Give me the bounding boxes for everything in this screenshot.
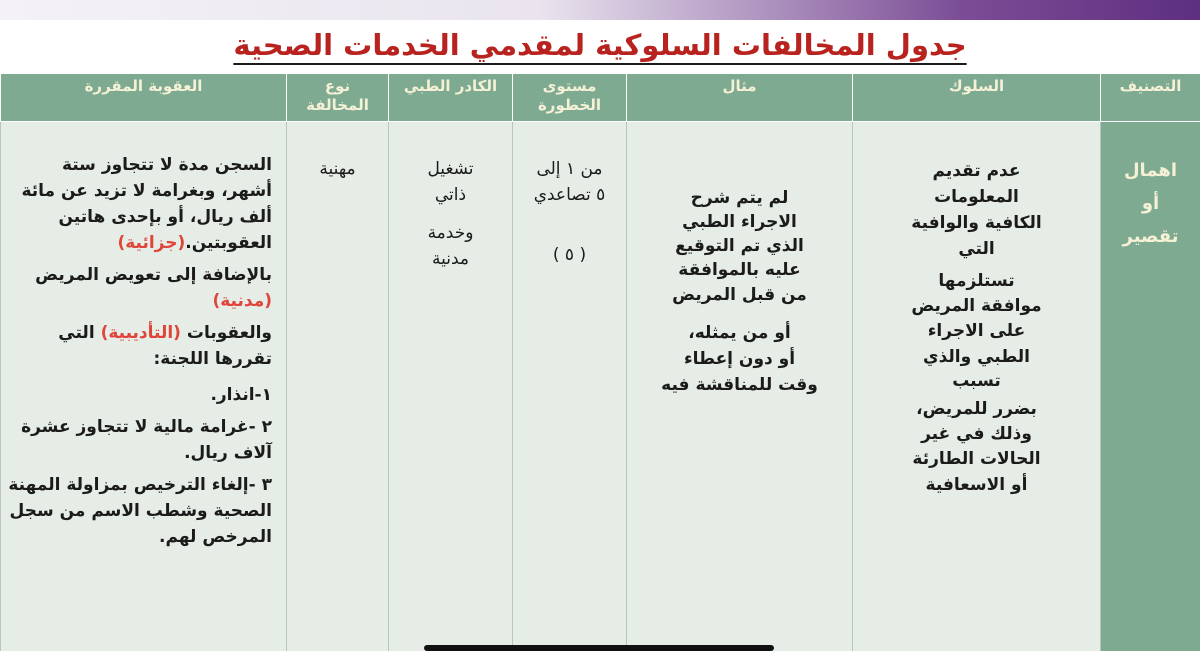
behavior-line: الطبي والذي <box>922 347 1030 367</box>
header-behavior: السلوك <box>853 74 1101 122</box>
example-line: أو من يمثله، <box>688 323 791 343</box>
cadre-line: تشغيل <box>427 159 474 179</box>
penalty-text: التي تقررها اللجنة: <box>58 323 272 369</box>
example-line: الاجراء الطبي <box>682 212 797 232</box>
cell-example <box>627 122 853 652</box>
cell-severity <box>513 122 627 652</box>
example-line: عليه بالموافقة <box>678 260 801 280</box>
penalty-text: بالإضافة إلى تعويض المريض <box>35 265 272 285</box>
cell-cadre <box>389 122 513 652</box>
page-title: جدول المخالفات السلوكية لمقدمي الخدمات الصحية <box>233 28 967 62</box>
behavior-line: الكافية والوافية <box>911 213 1042 233</box>
cell-violation-type <box>287 122 389 652</box>
penalty-paragraph <box>7 262 272 314</box>
severity-line: من ١ إلى <box>536 159 603 179</box>
example-line: من قبل المريض <box>672 285 807 305</box>
severity-line: ٥ تصاعدي <box>533 185 606 205</box>
category-line: تقصير <box>1122 226 1179 247</box>
penalty-paragraph <box>7 320 272 372</box>
top-gradient-bar <box>0 0 1200 20</box>
cadre-line: ذاتي <box>434 185 467 205</box>
behavior-line: على الاجراء <box>927 321 1026 341</box>
cell-penalty <box>1 122 287 652</box>
behavior-line: موافقة المريض <box>911 296 1042 316</box>
cell-category <box>1101 122 1200 652</box>
cadre-line: وخدمة <box>427 223 474 243</box>
header-penalty: العقوبة المقررة <box>1 74 287 122</box>
cadre-line: مدنية <box>431 249 469 269</box>
penalty-text: السجن مدة لا تتجاوز ستة أشهر، وبغرامة لا تزيد عن مائة ألف ريال، أو بإحدى هاتين العقوبتين. <box>21 155 272 253</box>
example-line: أو دون إعطاء <box>683 349 796 369</box>
behavior-line: أو الاسعافية <box>925 475 1028 495</box>
behavior-line: عدم تقديم <box>932 161 1021 181</box>
behavior-line: تستلزمها <box>938 271 1015 291</box>
penalty-paragraph <box>7 152 272 256</box>
penalty-item: ٣ -إلغاء الترخيص بمزاولة المهنة الصحية وشطب الاسم من سجل المرخص لهم. <box>8 475 272 547</box>
penalty-tag-criminal: (جزائية) <box>117 233 186 253</box>
header-violation-type: نوع المخالفة <box>287 74 389 122</box>
behavior-line: تسبب <box>952 371 1001 391</box>
page-title-container <box>0 22 1200 72</box>
behavior-line: المعلومات <box>934 187 1019 207</box>
example-line: الذي تم التوقيع <box>675 236 804 256</box>
header-example: مثال <box>627 74 853 122</box>
violation-type-text: مهنية <box>319 159 356 179</box>
header-category: التصنيف <box>1101 74 1200 122</box>
penalty-item: ١-انذار. <box>210 385 272 405</box>
penalty-item: ٢ -غرامة مالية لا تتجاوز عشرة آلاف ريال. <box>21 417 272 463</box>
behavior-line: التي <box>958 239 995 259</box>
category-line: أو <box>1141 193 1160 214</box>
home-indicator-bar[interactable] <box>424 645 774 651</box>
penalty-text: والعقوبات <box>186 323 272 343</box>
category-line: اهمال <box>1123 160 1178 181</box>
table-row <box>1 122 1200 652</box>
penalty-tag-civil: (مدنية) <box>212 291 272 311</box>
header-severity: مستوى الخطورة <box>513 74 627 122</box>
penalty-tag-disciplinary: (التأديبية) <box>100 323 181 343</box>
violations-table <box>0 73 1200 651</box>
behavior-line: بضرر للمريض، <box>916 399 1037 419</box>
table-header-row <box>1 74 1200 122</box>
example-line: لم يتم شرح <box>690 188 789 208</box>
behavior-line: وذلك في غير <box>921 424 1032 444</box>
header-cadre: الكادر الطبي <box>389 74 513 122</box>
behavior-line: الحالات الطارئة <box>912 449 1041 469</box>
example-line: وقت للمناقشة فيه <box>661 375 818 395</box>
severity-score: ( ٥ ) <box>552 245 587 265</box>
cell-behavior <box>853 122 1101 652</box>
